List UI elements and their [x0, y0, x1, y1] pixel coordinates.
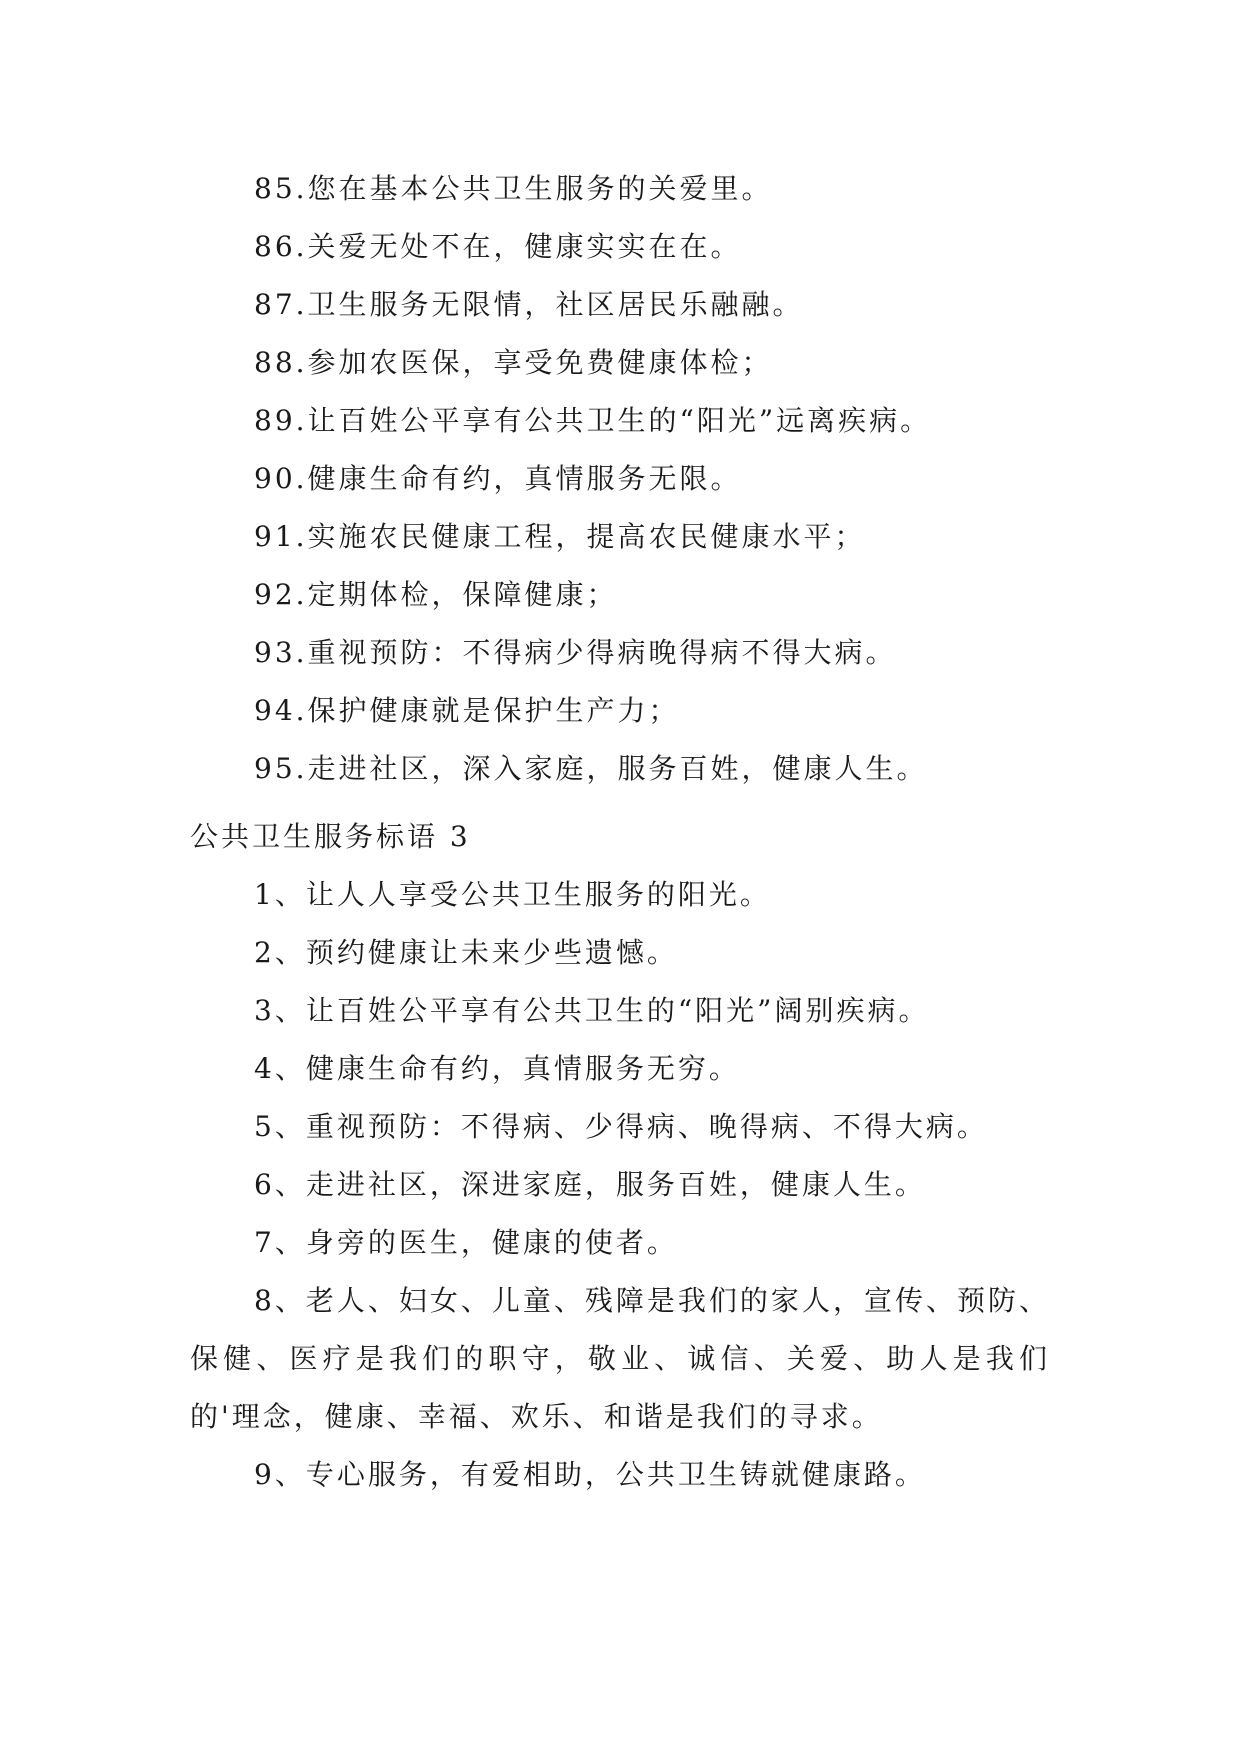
list-item: 90.健康生命有约，真情服务无限。 — [254, 462, 742, 495]
list-item: 88.参加农医保，享受免费健康体检； — [254, 346, 773, 379]
list-item: 7、身旁的医生，健康的使者。 — [254, 1226, 678, 1259]
list-item: 8、老人、妇女、儿童、残障是我们的家人，宣传、预防、保健、医疗是我们的职守，敬业、诚信、关爱、助人是我们的'理念，健康、幸福、欢乐、和谐是我们的寻求。 — [190, 1284, 1050, 1433]
list-item: 87.卫生服务无限情，社区居民乐融融。 — [254, 288, 804, 321]
list-item: 2、预约健康让未来少些遗憾。 — [254, 936, 678, 969]
slogan-section-3 — [190, 808, 1050, 1504]
list-item: 5、重视预防：不得病、少得病、晚得病、不得大病。 — [254, 1110, 988, 1143]
list-item: 3、让百姓公平享有公共卫生的“阳光”阔别疾病。 — [254, 994, 930, 1027]
list-item: 92.定期体检，保障健康； — [254, 578, 618, 611]
list-item: 89.让百姓公平享有公共卫生的“阳光”远离疾病。 — [254, 404, 932, 437]
list-item: 94.保护健康就是保护生产力； — [254, 694, 680, 727]
section-heading: 公共卫生服务标语 3 — [190, 820, 471, 853]
list-item: 95.走进社区，深入家庭，服务百姓，健康人生。 — [254, 752, 928, 785]
list-item: 86.关爱无处不在，健康实实在在。 — [254, 230, 742, 263]
list-item: 4、健康生命有约，真情服务无穷。 — [254, 1052, 740, 1085]
list-item: 93.重视预防：不得病少得病晚得病不得大病。 — [254, 636, 897, 669]
list-item: 91.实施农民健康工程，提高农民健康水平； — [254, 520, 866, 553]
list-item: 1、让人人享受公共卫生服务的阳光。 — [254, 878, 771, 911]
slogan-list-continued — [190, 160, 1050, 798]
list-item: 85.您在基本公共卫生服务的关爱里。 — [254, 172, 773, 205]
list-item: 9、专心服务，有爱相助，公共卫生铸就健康路。 — [254, 1458, 926, 1491]
list-item: 6、走进社区，深进家庭，服务百姓，健康人生。 — [254, 1168, 926, 1201]
